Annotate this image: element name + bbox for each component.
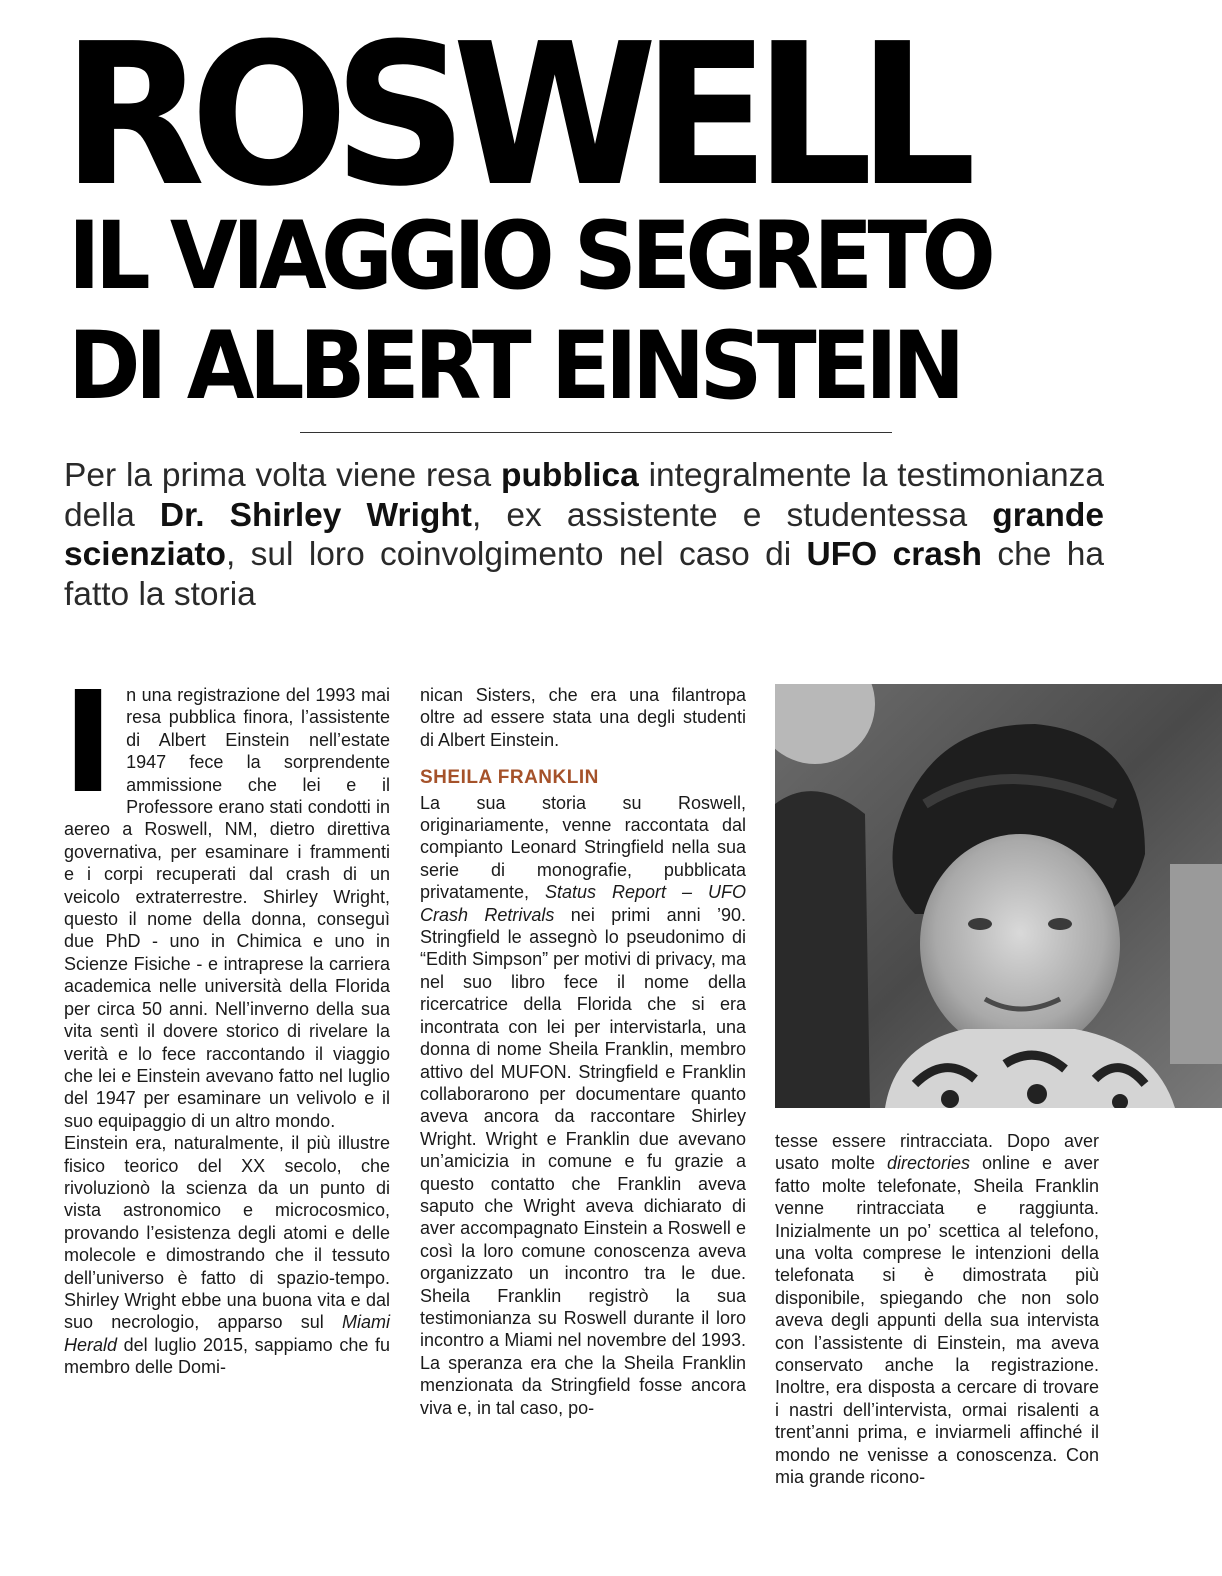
lead-paragraph [64,456,1104,614]
headline-subtitle-line2: DI ALBERT EINSTEIN [68,312,960,421]
lead-bold: Dr. Shirley Wright [159,496,472,534]
article-paragraph [64,1132,390,1378]
article-paragraph [420,792,746,1419]
article-column-2 [420,684,746,1419]
article-column-3 [775,1130,1099,1489]
portrait-photo-icon [775,684,1222,1108]
article-text: nei primi anni ’90. Stringfield le assegnò lo pseudonimo di “Edith Simpson” per motivi di privacy, ma nel suo libro fece il nome della ricercatrice della Florida che si era incontrata con lei per intervistarla, una donna di nome Sheila Franklin, membro attivo del MUFON. Stringfield e Franklin collaborarono per documentare quanto aveva ancora da raccontare Shirley Wright. Wright e Franklin due avevano un’amicizia in comune e fu grazie a questo contatto che Franklin aveva saputo che Wright aveva dichiarato di aver accompagnato Einstein a Roswell e così la loro comune conoscenza aveva organizzato un incontro tra le due. Sheila Franklin registrò la sua testimonianza su Roswell durante il loro incontro a Miami nel novembre del 1993. La speranza era che la Sheila Franklin menzionata da Stringfield fosse ancora viva e, in tal caso, po- [420,904,747,1418]
lead-text: Per la prima volta viene resa [64,457,501,494]
drop-cap: I [62,662,115,825]
article-italic: Status Report – UFO Crash Retrivals [420,882,746,925]
article-text: online e aver fatto molte telefonate, Sheila Franklin venne rintracciata e raggiunta. Inizialmente un po’ scettica al telefono, una volta comprese le intenzioni della telefonata si è dimostrata più disponibile, spiegando che non solo aveva degli appunti della sua intervista con l’assistente di Einstein, ma aveva conservato anche la registrazione. Inoltre, era disposta a cercare di trovare i nastri dell’intervista, ormai risalenti a trent’anni prima, e inviarmeli affinché il mondo ne venisse a conoscenza. Con mia grande ricono- [775,1153,1099,1488]
headline-divider [300,432,892,433]
article-paragraph: n una registrazione del 1993 mai resa pubblica finora, l’assistente di Albert Einstein nell’estate 1947 fece la sorprendente ammissione che lei e il Professore erano stati condotti in aereo a Roswell, NM, dietro direttiva governativa, per esaminare i frammenti e i corpi recuperati dal crash di un veicolo extraterrestre. Shirley Wright, questo il nome della donna, conseguì due PhD - uno in Chimica e uno in Scienze Fisiche - e intraprese la carriera academica nelle università della Florida per circa 50 anni. Nell’inverno della sua vita sentì il dovere storico di rivelare la verità e lo fece raccontando il viaggio che lei e Einstein avevano fatto nel luglio del 1947 per esaminare un velivolo e il suo equipaggio di un altro mondo. [64,685,390,1131]
headline-subtitle-line1: IL VIAGGIO SEGRETO [68,202,991,311]
article-text: La sua storia su Roswell, originariamente, venne raccontata dal compianto Leonard Stringfield nella sua serie di monografie, pubblicata privatamente, [420,792,746,903]
headline-title: ROSWELL [62,2,962,230]
lead-text: , sul loro coinvolgimento nel caso di [225,536,807,573]
article-italic: directories [886,1153,971,1174]
article-paragraph: nican Sisters, che era una filantropa oltre ad essere stata una degli studenti di Albert Einstein. [420,685,746,750]
lead-bold: UFO crash [806,536,982,573]
article-column-1 [62,662,390,1379]
article-text: del luglio 2015, sappiamo che fu membro delle Domi- [64,1334,390,1378]
lead-text: , ex assistente e studentessa [471,496,993,534]
article-italic: Miami Herald [64,1312,390,1355]
article-text: tesse essere rintracciata. Dopo aver usato molte [775,1131,1099,1174]
article-text: Einstein era, naturalmente, il più illustre fisico teorico del XX secolo, che rivoluzionò la scienza da un punto di vista astronomico e microcosmico, provando l’esistenza degli atomi e delle molecole e dimostrando che il tessuto dell’universo è fatto di spazio-tempo. Shirley Wright ebbe una buona vita e dal suo necrologio, apparso sul [64,1133,390,1333]
article-paragraph [775,1130,1099,1489]
lead-text: che ha fatto la storia [64,536,1104,613]
lead-bold: pubblica [501,457,639,494]
lead-bold: grande scienziato [64,496,1104,573]
lead-text: integralmente la testimonianza della [64,457,1104,534]
section-heading: SHEILA FRANKLIN [420,767,599,789]
portrait-photo [775,684,1222,1108]
